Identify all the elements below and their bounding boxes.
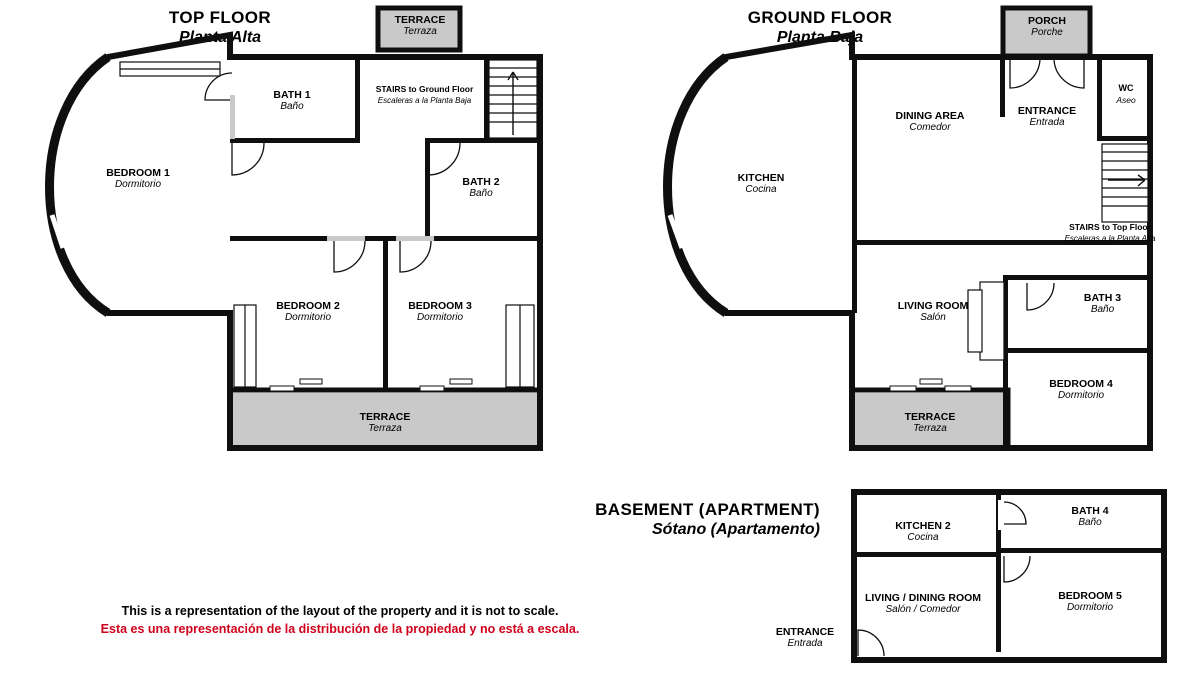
- room-label-kitchen-2: KITCHEN 2 Cocina: [895, 520, 951, 543]
- top-floor-title-en: TOP FLOOR: [168, 8, 272, 27]
- room-label-bedroom-1: BEDROOM 1 Dormitorio: [106, 167, 170, 190]
- room-label-bedroom-4: BEDROOM 4 Dormitorio: [1049, 378, 1113, 401]
- room-label-bath-4: BATH 4 Baño: [1071, 505, 1109, 528]
- room-label-bedroom-3: BEDROOM 3 Dormitorio: [408, 300, 472, 323]
- disclaimer-es: Esta es una representación de la distribución de la propiedad y no está a escala.: [100, 622, 580, 636]
- basement-title: [570, 500, 820, 539]
- room-label-living-dining-room: LIVING / DINING ROOM Salón / Comedor: [864, 592, 982, 615]
- room-label-entrance-ground: ENTRANCE Entrada: [1017, 105, 1077, 128]
- basement-drawing: [820, 470, 1200, 675]
- disclaimer-en: This is a representation of the layout of the property and it is not to scale.: [121, 604, 559, 618]
- basement-title-es: Sótano (Apartamento): [652, 521, 820, 538]
- disclaimer: [60, 602, 620, 638]
- basement-title-en: BASEMENT (APARTMENT): [595, 500, 820, 519]
- top-floor-drawing: [0, 0, 600, 470]
- room-label-dining-area: DINING AREA Comedor: [895, 110, 965, 133]
- top-floor-title-es: Planta Alta: [178, 29, 262, 46]
- room-label-living-room: LIVING ROOM Salón: [897, 300, 969, 323]
- room-label-porch: PORCH Porche: [1028, 15, 1066, 38]
- note-stairs-to-ground-floor: STAIRS to Ground Floor Escaleras a la Planta Baja: [375, 84, 474, 105]
- note-stairs-to-top-floor: STAIRS to Top Floor Escaleras a la Planta Alta: [1064, 222, 1156, 243]
- room-label-bath-1: BATH 1 Baño: [273, 89, 311, 112]
- ground-floor-plan: [600, 0, 1200, 470]
- room-label-wc: WC Aseo: [1116, 83, 1136, 105]
- room-label-bedroom-5: BEDROOM 5 Dormitorio: [1058, 590, 1122, 613]
- top-floor-plan: [0, 0, 600, 470]
- basement-plan: [775, 470, 1200, 675]
- room-label-kitchen: KITCHEN Cocina: [737, 172, 785, 195]
- ground-floor-title-es: Planta Baja: [776, 29, 864, 46]
- room-label-entrance-basement: ENTRANCE Entrada: [775, 626, 835, 649]
- room-label-bath-2: BATH 2 Baño: [462, 176, 500, 199]
- room-label-terrace-bottom: TERRACE Terraza: [359, 411, 411, 434]
- room-label-terrace-ground: TERRACE Terraza: [904, 411, 956, 434]
- ground-floor-title-en: GROUND FLOOR: [747, 8, 893, 27]
- room-label-terrace-top: TERRACE Terraza: [394, 14, 446, 37]
- room-label-bath-3: BATH 3 Baño: [1083, 292, 1122, 315]
- room-label-bedroom-2: BEDROOM 2 Dormitorio: [276, 300, 340, 323]
